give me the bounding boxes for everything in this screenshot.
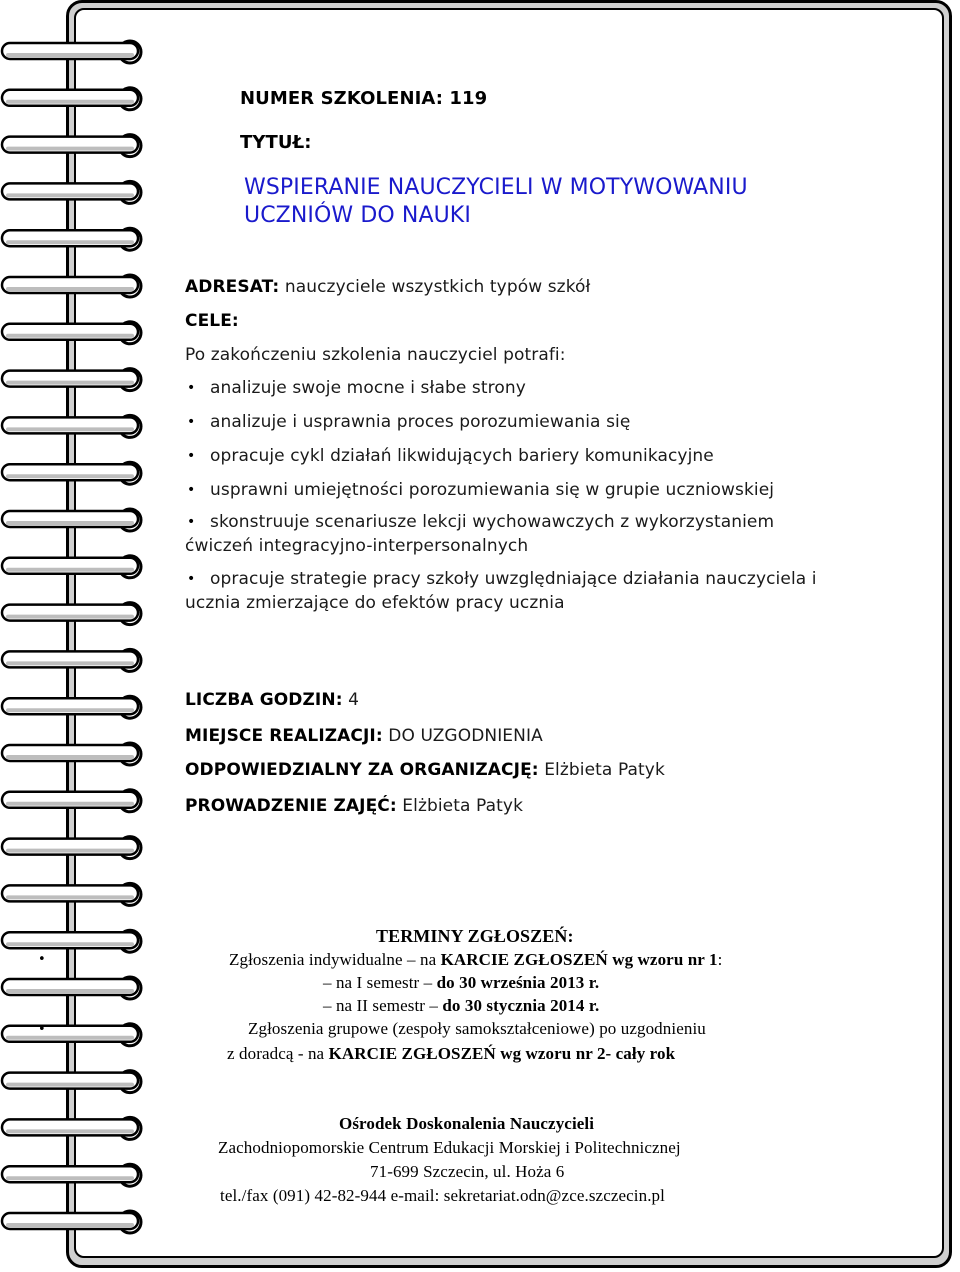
binding-ring — [2, 135, 141, 157]
training-number: NUMER SZKOLENIA: 119 — [240, 88, 488, 109]
goal-item-continuation: ćwiczeń integracyjno-interpersonalnych — [185, 536, 529, 556]
binding-ring — [2, 837, 141, 859]
binding-ring — [2, 181, 141, 203]
bullet-icon: • — [38, 1022, 46, 1037]
bullet-icon: • — [187, 380, 196, 396]
binding-ring — [2, 462, 141, 484]
goal-item: usprawni umiejętności porozumiewania się w grupie uczniowskiej — [210, 480, 775, 500]
semester-2-deadline: do 30 stycznia 2014 r. — [442, 996, 600, 1015]
location-label: MIEJSCE REALIZACJI: — [185, 726, 383, 746]
bullet-icon: • — [187, 571, 196, 587]
binding-ring — [2, 696, 141, 718]
binding-ring — [2, 1211, 141, 1233]
binding-ring — [2, 41, 141, 63]
terminy-heading: TERMINY ZGŁOSZEŃ: — [376, 926, 574, 946]
binding-ring — [2, 1117, 141, 1139]
binding-ring — [2, 228, 141, 250]
semester-2-label: – na II semestr – — [323, 996, 443, 1015]
binding-ring — [2, 275, 141, 297]
location-value: DO UZGODNIENIA — [382, 726, 543, 746]
bullet-icon: • — [187, 514, 196, 530]
semester-1-line — [323, 973, 599, 993]
organizer-value: Elżbieta Patyk — [538, 760, 665, 780]
goal-item: analizuje i usprawnia proces porozumiewania się — [210, 412, 631, 432]
binding-ring — [2, 1071, 141, 1093]
binding-ring — [2, 88, 141, 110]
individual-applications-text: Zgłoszenia indywidualne – na — [229, 950, 441, 969]
binding-ring — [2, 556, 141, 578]
group-applications-line: Zgłoszenia grupowe (zespoły samokształceniowe) po uzgodnieniu — [248, 1019, 706, 1038]
bullet-icon: • — [187, 414, 196, 430]
group-applications-text: z doradcą - na — [227, 1044, 329, 1063]
title-label: TYTUŁ: — [240, 132, 312, 153]
training-title-line1: WSPIERANIE NAUCZYCIELI W MOTYWOWANIU — [244, 175, 748, 200]
semester-1-deadline: do 30 września 2013 r. — [436, 973, 600, 992]
hours-value: 4 — [342, 690, 360, 710]
training-title-line2: UCZNIÓW DO NAUKI — [244, 203, 471, 228]
binding-ring — [2, 1024, 141, 1046]
semester-2-line — [323, 996, 599, 1016]
instructor-value: Elżbieta Patyk — [396, 796, 524, 816]
binding-ring — [2, 415, 141, 437]
binding-ring — [2, 322, 141, 344]
binding-ring — [2, 883, 141, 905]
binding-ring — [2, 743, 141, 765]
binding-ring — [2, 509, 141, 531]
individual-applications-line — [229, 950, 722, 970]
adresat-value: nauczyciele wszystkich typów szkół — [279, 277, 591, 297]
hours-label: LICZBA GODZIN: — [185, 690, 343, 710]
goal-item-continuation: ucznia zmierzające do efektów pracy ucznia — [185, 593, 565, 613]
form-name-1: KARCIE ZGŁOSZEŃ wg wzoru nr 1 — [440, 950, 718, 969]
adresat-line — [185, 277, 590, 297]
hours-line — [185, 690, 359, 710]
organization-name: Ośrodek Doskonalenia Nauczycieli — [339, 1114, 595, 1133]
binding-ring — [2, 369, 141, 391]
bullet-icon: • — [187, 482, 196, 498]
group-applications-line2 — [227, 1044, 675, 1064]
cele-label: CELE: — [185, 311, 239, 331]
organizer-line — [185, 760, 665, 780]
instructor-line — [185, 796, 523, 816]
form-name-2: KARCIE ZGŁOSZEŃ wg wzoru nr 2- cały rok — [328, 1044, 676, 1063]
goal-item: analizuje swoje mocne i słabe strony — [210, 378, 526, 398]
semester-1-label: – na I semestr – — [323, 973, 437, 992]
binding-ring — [2, 603, 141, 625]
binding-ring — [2, 1164, 141, 1186]
spiral-binding — [0, 0, 160, 1272]
goal-item: opracuje strategie pracy szkoły uwzględniające działania nauczyciela i — [210, 569, 817, 589]
contact-info: tel./fax (091) 42-82-944 e-mail: sekretariat.odn@zce.szczecin.pl — [220, 1186, 665, 1205]
colon-text: : — [717, 950, 723, 969]
goal-item: opracuje cykl działań likwidujących bariery komunikacyjne — [210, 446, 714, 466]
cele-intro: Po zakończeniu szkolenia nauczyciel potrafi: — [185, 345, 566, 365]
goal-item: skonstruuje scenariusze lekcji wychowawczych z wykorzystaniem — [210, 512, 775, 532]
adresat-label: ADRESAT: — [185, 277, 280, 297]
location-line — [185, 726, 543, 746]
binding-ring — [2, 790, 141, 812]
instructor-label: PROWADZENIE ZAJĘĆ: — [185, 796, 397, 816]
address: 71-699 Szczecin, ul. Hoża 6 — [370, 1162, 565, 1181]
bullet-icon: • — [38, 952, 46, 967]
organizer-label: ODPOWIEDZIALNY ZA ORGANIZACJĘ: — [185, 760, 539, 780]
binding-ring — [2, 977, 141, 999]
bullet-icon: • — [187, 448, 196, 464]
binding-ring — [2, 649, 141, 671]
binding-ring — [2, 930, 141, 952]
centre-name: Zachodniopomorskie Centrum Edukacji Morskiej i Politechnicznej — [218, 1138, 681, 1157]
